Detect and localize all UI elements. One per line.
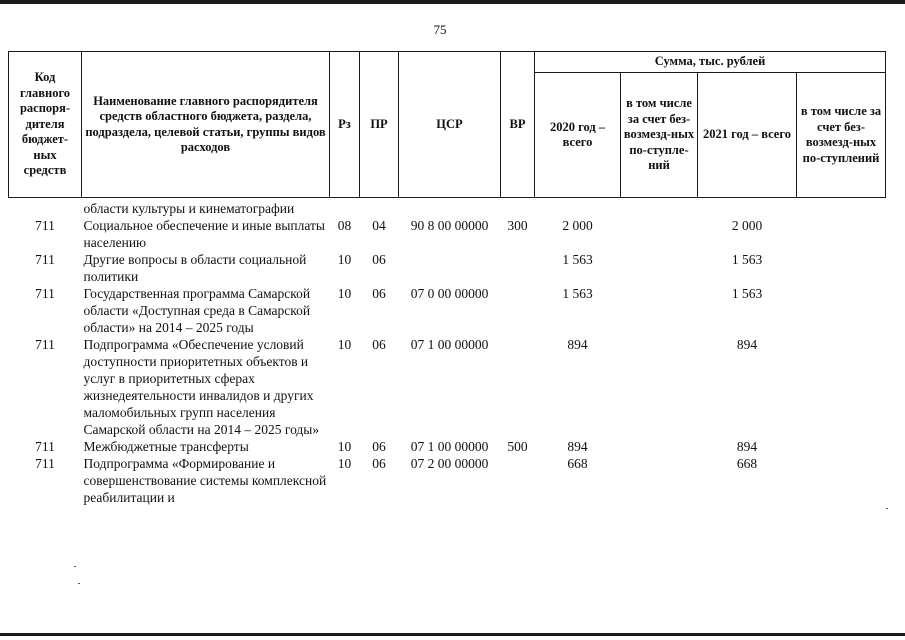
row-2020-incl — [621, 336, 698, 438]
row-2020-incl — [621, 438, 698, 455]
row-name: Подпрограмма «Обеспечение условий доступности приоритетных объектов и услуг в приоритетных сферах жизнедеятельности инвалидов и других маломобильных групп населения Самарской области на 2014 – 2025 годы» — [83, 337, 320, 437]
row-pr: 06 — [372, 286, 386, 301]
row-2020-total: 1 563 — [562, 252, 593, 267]
row-name: Подпрограмма «Формирование и совершенствование системы комплексной реабилитации и — [83, 456, 327, 505]
header-2020-total: 2020 год – всего — [535, 73, 621, 198]
row-code: 711 — [35, 218, 55, 233]
row-csr — [399, 198, 501, 218]
row-2021-total: 894 — [736, 337, 758, 352]
page-number: 75 — [433, 22, 447, 37]
header-vr: ВР — [501, 52, 535, 198]
row-2021-total — [698, 198, 797, 218]
scan-speck — [78, 583, 80, 584]
row-vr — [501, 285, 535, 336]
row-2020-incl — [621, 455, 698, 506]
row-2021-incl — [797, 198, 886, 218]
row-pr: 06 — [372, 337, 386, 352]
row-2020-incl — [621, 198, 698, 218]
row-2021-total: 668 — [736, 456, 758, 471]
row-2021-incl — [797, 438, 886, 455]
budget-table — [8, 51, 886, 506]
row-csr: 07 0 00 00000 — [410, 286, 489, 301]
row-code — [9, 198, 82, 218]
row-name: области культуры и кинематографии — [83, 201, 295, 216]
row-vr: 300 — [507, 218, 528, 233]
row-rz: 08 — [337, 218, 352, 233]
row-2021-total: 2 000 — [731, 218, 763, 233]
row-pr: 06 — [372, 456, 386, 471]
row-2020-incl — [621, 251, 698, 285]
table-row — [9, 285, 886, 336]
row-name: Государственная программа Самарской области «Доступная среда в Самарской области» на 2014 – 2025 годы — [83, 286, 311, 335]
row-rz: 10 — [337, 439, 352, 454]
header-name: Наименование главного распорядителя средств областного бюджета, раздела, подраздела, целевой статьи, группы видов расходов — [82, 52, 330, 198]
scan-speck — [886, 508, 888, 509]
row-csr: 07 1 00 00000 — [410, 439, 489, 454]
row-2021-total: 894 — [736, 439, 758, 454]
header-sum-group: Сумма, тыс. рублей — [535, 52, 886, 73]
row-code: 711 — [35, 456, 55, 471]
bottom-border-rule — [0, 633, 905, 636]
row-2021-incl — [797, 285, 886, 336]
row-code: 711 — [35, 286, 55, 301]
table-row — [9, 217, 886, 251]
row-pr: 06 — [372, 252, 386, 267]
row-rz: 10 — [337, 286, 352, 301]
row-2021-total: 1 563 — [731, 286, 763, 301]
row-csr: 90 8 00 00000 — [410, 218, 489, 233]
row-2020-total — [535, 198, 621, 218]
row-2021-incl — [797, 455, 886, 506]
row-2021-incl — [797, 217, 886, 251]
row-2020-total: 894 — [567, 439, 588, 454]
row-name: Другие вопросы в области социальной политики — [83, 252, 307, 284]
row-2020-total: 894 — [567, 337, 588, 352]
row-vr: 500 — [507, 439, 528, 454]
row-code: 711 — [35, 439, 55, 454]
row-vr — [501, 455, 535, 506]
row-pr — [360, 198, 399, 218]
header-2021-total: 2021 год – всего — [698, 73, 797, 198]
table-row — [9, 455, 886, 506]
row-2020-total: 2 000 — [562, 218, 593, 233]
table-row — [9, 198, 886, 218]
row-2021-incl — [797, 336, 886, 438]
row-2020-incl — [621, 217, 698, 251]
row-name: Социальное обеспечение и иные выплаты населению — [83, 218, 325, 250]
row-vr — [501, 251, 535, 285]
row-vr — [501, 336, 535, 438]
header-rz: Рз — [330, 52, 360, 198]
row-rz: 10 — [337, 337, 352, 352]
header-csr: ЦСР — [399, 52, 501, 198]
header-2020-incl: в том числе за счет без-возмезд-ных по-ступле-ний — [621, 73, 698, 198]
header-2021-incl: в том числе за счет без-возмезд-ных по-ступлений — [797, 73, 886, 198]
row-csr: 07 1 00 00000 — [410, 337, 489, 352]
row-csr — [399, 251, 501, 285]
row-2020-incl — [621, 285, 698, 336]
row-pr: 06 — [372, 439, 386, 454]
row-csr: 07 2 00 00000 — [410, 456, 489, 471]
row-code: 711 — [35, 337, 55, 352]
row-pr: 04 — [372, 218, 386, 233]
row-rz: 10 — [337, 456, 352, 471]
table-body — [9, 198, 886, 507]
table-row — [9, 251, 886, 285]
row-2021-total: 1 563 — [731, 252, 763, 267]
row-2020-total: 668 — [567, 456, 588, 471]
header-pr: ПР — [360, 52, 399, 198]
row-2020-total: 1 563 — [562, 286, 593, 301]
row-rz — [330, 198, 360, 218]
table-row — [9, 336, 886, 438]
row-code: 711 — [35, 252, 55, 267]
row-name: Межбюджетные трансферты — [83, 439, 249, 454]
top-border-rule — [0, 0, 905, 4]
scan-speck — [74, 566, 76, 567]
header-code: Код главного распоря-дителя бюджет-ных средств — [9, 52, 82, 198]
row-2021-incl — [797, 251, 886, 285]
row-rz: 10 — [337, 252, 352, 267]
table-row — [9, 438, 886, 455]
row-vr — [501, 198, 535, 218]
